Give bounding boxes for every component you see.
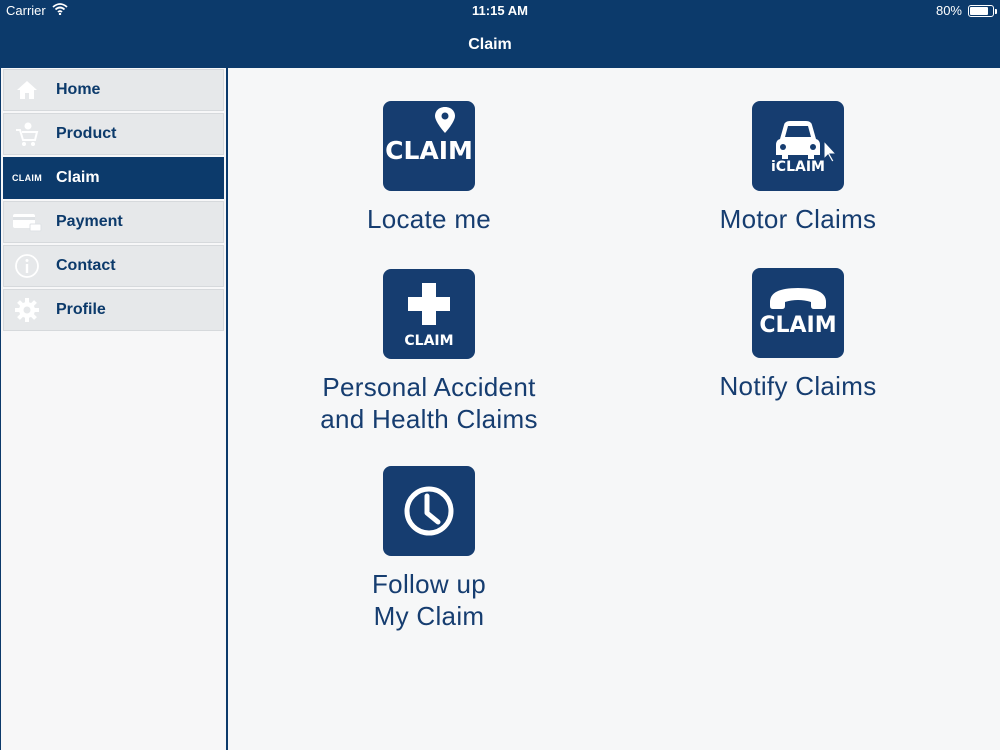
cart-icon: [4, 113, 50, 155]
tile-motor-claims[interactable]: [648, 101, 948, 235]
sidebar-item-label: Product: [56, 125, 117, 142]
clock-icon[interactable]: [383, 466, 475, 556]
sidebar-item-payment[interactable]: [3, 201, 224, 243]
sidebar-item-profile[interactable]: [3, 289, 224, 331]
sidebar-item-label: Payment: [56, 213, 123, 230]
claim-menu-grid: [229, 68, 1000, 750]
status-carrier: Carrier: [6, 3, 68, 18]
tile-label: Locate me: [366, 204, 492, 234]
sidebar-item-label: Home: [56, 81, 101, 98]
tile-label: Follow up My Claim: [372, 569, 486, 631]
page-title: Claim: [468, 36, 512, 53]
tile-personal-accident-health[interactable]: [279, 269, 579, 435]
tile-notify-claims[interactable]: [648, 268, 948, 402]
battery-icon: [968, 5, 994, 17]
tile-follow-up-claim[interactable]: [279, 466, 579, 632]
sidebar-item-label: Contact: [56, 257, 116, 274]
tile-locate-me[interactable]: [279, 101, 579, 235]
phone-claim-icon[interactable]: [752, 268, 844, 358]
tile-icon-text: iCLAIM: [771, 159, 825, 175]
sidebar-item-label: Profile: [56, 301, 106, 318]
tile-icon-text: CLAIM: [404, 333, 454, 349]
cross-claim-icon[interactable]: [383, 269, 475, 359]
status-battery: 80%: [936, 3, 994, 18]
card-icon: [4, 201, 50, 243]
claim-icon: CLAIM: [12, 173, 42, 183]
sidebar-item-label: Claim: [56, 169, 100, 186]
info-icon: [4, 245, 50, 287]
home-icon: [4, 69, 50, 111]
tile-label: Personal Accident and Health Claims: [320, 372, 538, 434]
sidebar-item-contact[interactable]: [3, 245, 224, 287]
sidebar-item-home[interactable]: [3, 69, 224, 111]
sidebar-item-product[interactable]: [3, 113, 224, 155]
location-claim-icon[interactable]: [383, 101, 475, 191]
tile-icon-text: CLAIM: [759, 313, 837, 338]
gear-icon: [4, 289, 50, 331]
tile-icon-text: CLAIM: [385, 136, 473, 165]
sidebar-item-claim[interactable]: [3, 157, 224, 199]
sidebar: [0, 68, 228, 750]
status-time: 11:15 AM: [472, 3, 528, 18]
car-claim-icon[interactable]: [752, 101, 844, 191]
tile-label: Notify Claims: [719, 371, 877, 401]
tile-label: Motor Claims: [719, 204, 877, 234]
top-bar: [0, 0, 1000, 68]
